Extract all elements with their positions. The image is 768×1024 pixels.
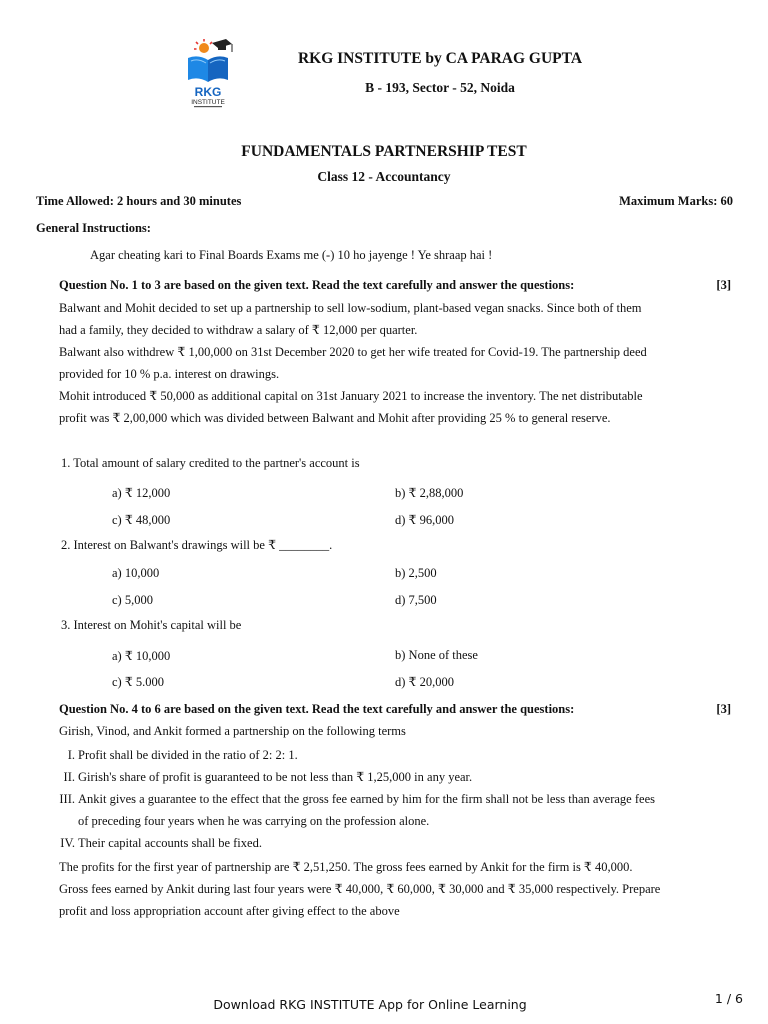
term-item — [58, 832, 728, 854]
q2-option-c: c) 5,000 — [112, 593, 153, 607]
q3-option-b: b) None of these — [395, 648, 478, 662]
section-2-passage — [59, 856, 719, 922]
q2-option-a: a) 10,000 — [112, 566, 160, 580]
section-2-intro: Girish, Vinod, and Ankit formed a partnership on the following terms — [59, 724, 406, 738]
sun-icon — [194, 39, 212, 53]
q3-option-a: a) ₹ 10,000 — [112, 649, 171, 663]
rkg-logo — [182, 38, 234, 110]
passage-line: profit was ₹ 2,00,000 which was divided between Balwant and Mohit after providing 25 % to general reserve. — [59, 411, 611, 425]
passage-line: profit and loss appropriation account after giving effect to the above — [59, 904, 400, 918]
passage-line: Balwant and Mohit decided to set up a partnership to sell low-sodium, plant-based vegan snacks. Since both of them — [59, 301, 642, 315]
term-number: IV. — [60, 836, 75, 850]
logo-text: RKG — [194, 85, 222, 99]
maximum-marks: Maximum Marks: 60 — [619, 194, 733, 208]
q1-option-d: d) ₹ 96,000 — [395, 513, 454, 527]
q2-option-d: d) 7,500 — [395, 593, 437, 607]
passage-line: The profits for the first year of partnership are ₹ 2,51,250. The gross fees earned by Ankit for the firm is ₹ 40,000. — [59, 860, 633, 874]
passage-line: Mohit introduced ₹ 50,000 as additional capital on 31st January 2021 to increase the inventory. The net distributable — [59, 389, 643, 403]
term-text: Profit shall be divided in the ratio of 2: 2: 1. — [78, 748, 298, 762]
passage-line: had a family, they decided to withdraw a salary of ₹ 12,000 per quarter. — [59, 323, 418, 337]
q1-option-c: c) ₹ 48,000 — [112, 513, 171, 527]
passage-line: Gross fees earned by Ankit during last four years were ₹ 40,000, ₹ 60,000, ₹ 30,000 and ₹ 35,000 respectively. Prepare — [59, 882, 661, 896]
logo-subtext: INSTITUTE — [191, 99, 225, 106]
term-number: I. — [67, 748, 75, 762]
passage-line: Balwant also withdrew ₹ 1,00,000 on 31st December 2020 to get her wife treated for Covid-19. The partnership deed — [59, 345, 647, 359]
term-item — [58, 788, 728, 810]
q2-option-b: b) 2,500 — [395, 566, 437, 580]
section-1-heading — [59, 278, 731, 293]
section-2-heading — [59, 702, 731, 717]
section-1-marks: [3] — [716, 278, 731, 292]
question-2: 2. Interest on Balwant's drawings will be ₹ ________. — [61, 538, 333, 552]
section-1-heading-text: Question No. 1 to 3 are based on the given text. Read the text carefully and answer the questions: — [59, 278, 575, 292]
section-2-heading-text: Question No. 4 to 6 are based on the given text. Read the text carefully and answer the questions: — [59, 702, 575, 716]
section-2-marks: [3] — [716, 702, 731, 716]
general-instructions-heading: General Instructions: — [36, 221, 151, 235]
term-item — [58, 766, 728, 788]
question-3: 3. Interest on Mohit's capital will be — [61, 618, 242, 632]
graduation-cap-icon — [212, 39, 232, 52]
time-allowed: Time Allowed: 2 hours and 30 minutes — [36, 194, 242, 208]
test-title: FUNDAMENTALS PARTNERSHIP TEST — [241, 143, 527, 160]
q3-option-c: c) ₹ 5.000 — [112, 675, 165, 689]
institute-name: RKG INSTITUTE by CA PARAG GUPTA — [297, 50, 583, 67]
page-number: 1 / 6 — [714, 991, 743, 1006]
terms-list — [58, 744, 728, 854]
term-text: Ankit gives a guarantee to the effect that the gross fee earned by him for the firm shall not be less than average fees — [78, 792, 655, 806]
question-1: 1. Total amount of salary credited to the partner's account is — [61, 456, 360, 470]
footer-text: Download RKG INSTITUTE App for Online Learning — [213, 997, 527, 1012]
term-text: Girish's share of profit is guaranteed to be not less than ₹ 1,25,000 in any year. — [78, 770, 473, 784]
q1-option-b: b) ₹ 2,88,000 — [395, 486, 464, 500]
term-text: of preceding four years when he was carrying on the profession alone. — [78, 814, 430, 828]
q3-option-d: d) ₹ 20,000 — [395, 675, 454, 689]
institute-address: B - 193, Sector - 52, Noida — [365, 80, 515, 95]
term-item — [58, 744, 728, 766]
q1-option-a: a) ₹ 12,000 — [112, 486, 171, 500]
instruction-text: Agar cheating kari to Final Boards Exams me (-) 10 ho jayenge ! Ye shraap hai ! — [90, 248, 493, 262]
term-number: II. — [63, 770, 75, 784]
test-subtitle: Class 12 - Accountancy — [317, 169, 451, 184]
logo-tagline-line — [194, 106, 222, 107]
passage-line: provided for 10 % p.a. interest on drawings. — [59, 367, 280, 381]
term-item — [58, 810, 728, 832]
section-1-passage — [59, 297, 719, 429]
book-icon — [188, 56, 228, 82]
term-text: Their capital accounts shall be fixed. — [78, 836, 262, 850]
term-number: III. — [59, 792, 75, 806]
